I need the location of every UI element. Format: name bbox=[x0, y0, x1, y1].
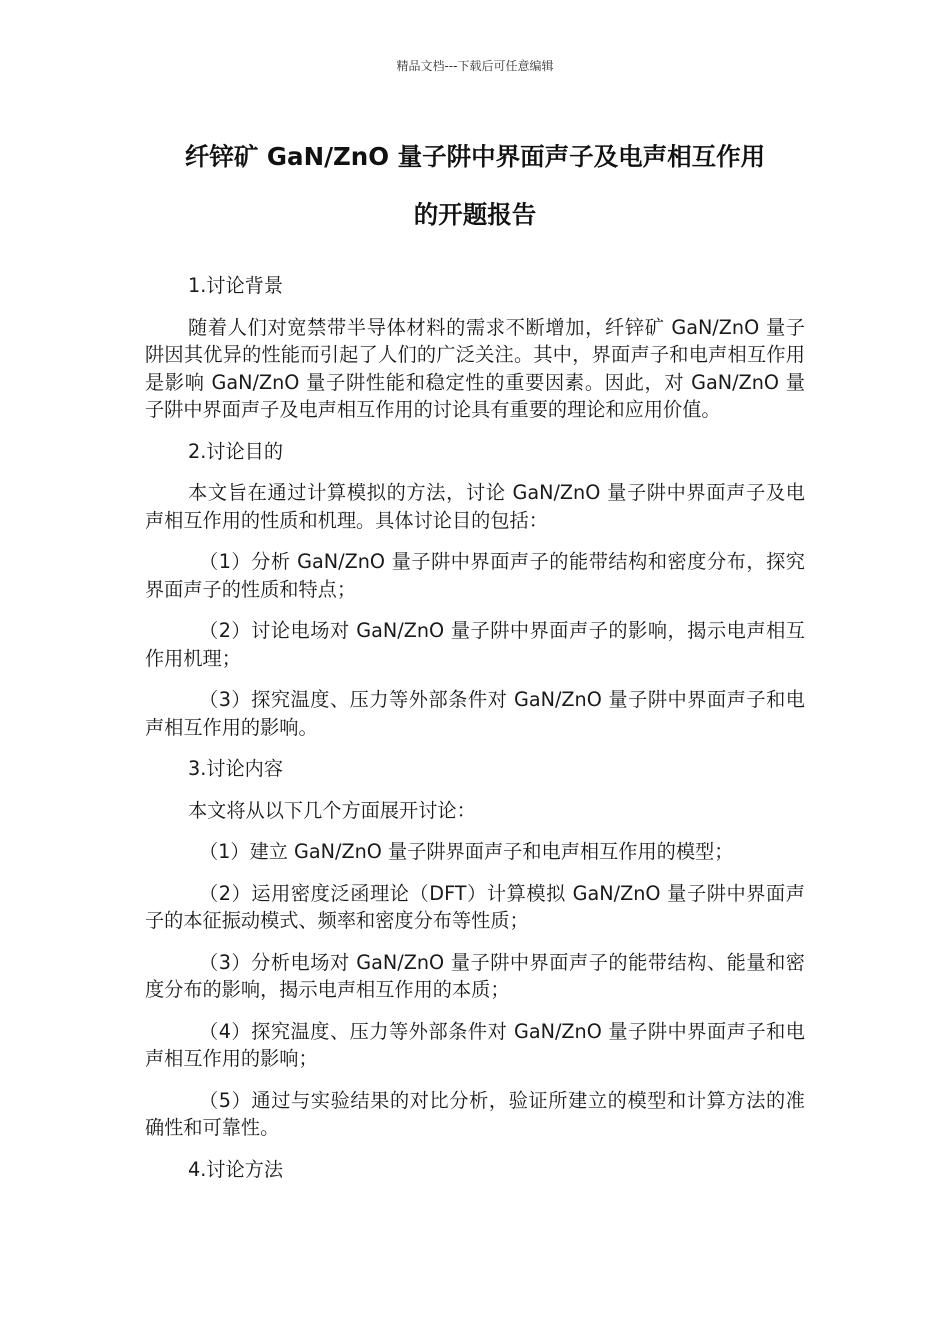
section-heading-purpose: 2.讨论目的 bbox=[188, 439, 284, 463]
section-purpose-intro: 本文旨在通过计算模拟的方法，讨论 GaN/ZnO 量子阱中界面声子及电声相互作用的性质和机理。具体讨论目的包括： bbox=[145, 481, 805, 532]
content-list-item: （3）分析电场对 GaN/ZnO 量子阱中界面声子的能带结构、能量和密度分布的影响，揭示电声相互作用的本质； bbox=[145, 950, 805, 1001]
content-list-item: （4）探究温度、压力等外部条件对 GaN/ZnO 量子阱中界面声子和电声相互作用的影响； bbox=[145, 1019, 805, 1070]
section-heading-content: 3.讨论内容 bbox=[188, 757, 284, 780]
purpose-list-item: （2）讨论电场对 GaN/ZnO 量子阱中界面声子的影响，揭示电声相互作用机理； bbox=[145, 619, 805, 670]
document-body bbox=[145, 272, 805, 1197]
document-title-line-2: 的开题报告 bbox=[413, 200, 537, 229]
content-list-item: （5）通过与实验结果的对比分析，验证所建立的模型和计算方法的准确性和可靠性。 bbox=[145, 1088, 805, 1139]
content-list-item: （1）建立 GaN/ZnO 量子阱界面声子和电声相互作用的模型； bbox=[199, 840, 734, 863]
header-note: 精品文档---下载后可任意编辑 bbox=[396, 59, 554, 73]
section-background-paragraph: 随着人们对宽禁带半导体材料的需求不断增加，纤锌矿 GaN/ZnO 量子阱因其优异的性能而引起了人们的广泛关注。其中，界面声子和电声相互作用是影响 GaN/ZnO 量子阱性能和稳定性的重要因素。因此，对 GaN/ZnO 量子阱中界面声子及电声相互作用的讨论具有重要的理论和应用价值。 bbox=[145, 315, 805, 421]
purpose-list-item: （1）分析 GaN/ZnO 量子阱中界面声子的能带结构和密度分布，探究界面声子的性质和特点； bbox=[145, 550, 805, 601]
section-heading-method: 4.讨论方法 bbox=[188, 1157, 284, 1181]
document-title-line-1: 纤锌矿 GaN/ZnO 量子阱中界面声子及电声相互作用 bbox=[184, 142, 766, 171]
purpose-list-item: （3）探究温度、压力等外部条件对 GaN/ZnO 量子阱中界面声子和电声相互作用的影响。 bbox=[145, 688, 805, 739]
section-heading-background: 1.讨论背景 bbox=[188, 274, 284, 297]
section-content-intro: 本文将从以下几个方面展开讨论： bbox=[188, 798, 476, 822]
content-list-item: （2）运用密度泛函理论（DFT）计算模拟 GaN/ZnO 量子阱中界面声子的本征振动模式、频率和密度分布等性质； bbox=[145, 881, 805, 932]
